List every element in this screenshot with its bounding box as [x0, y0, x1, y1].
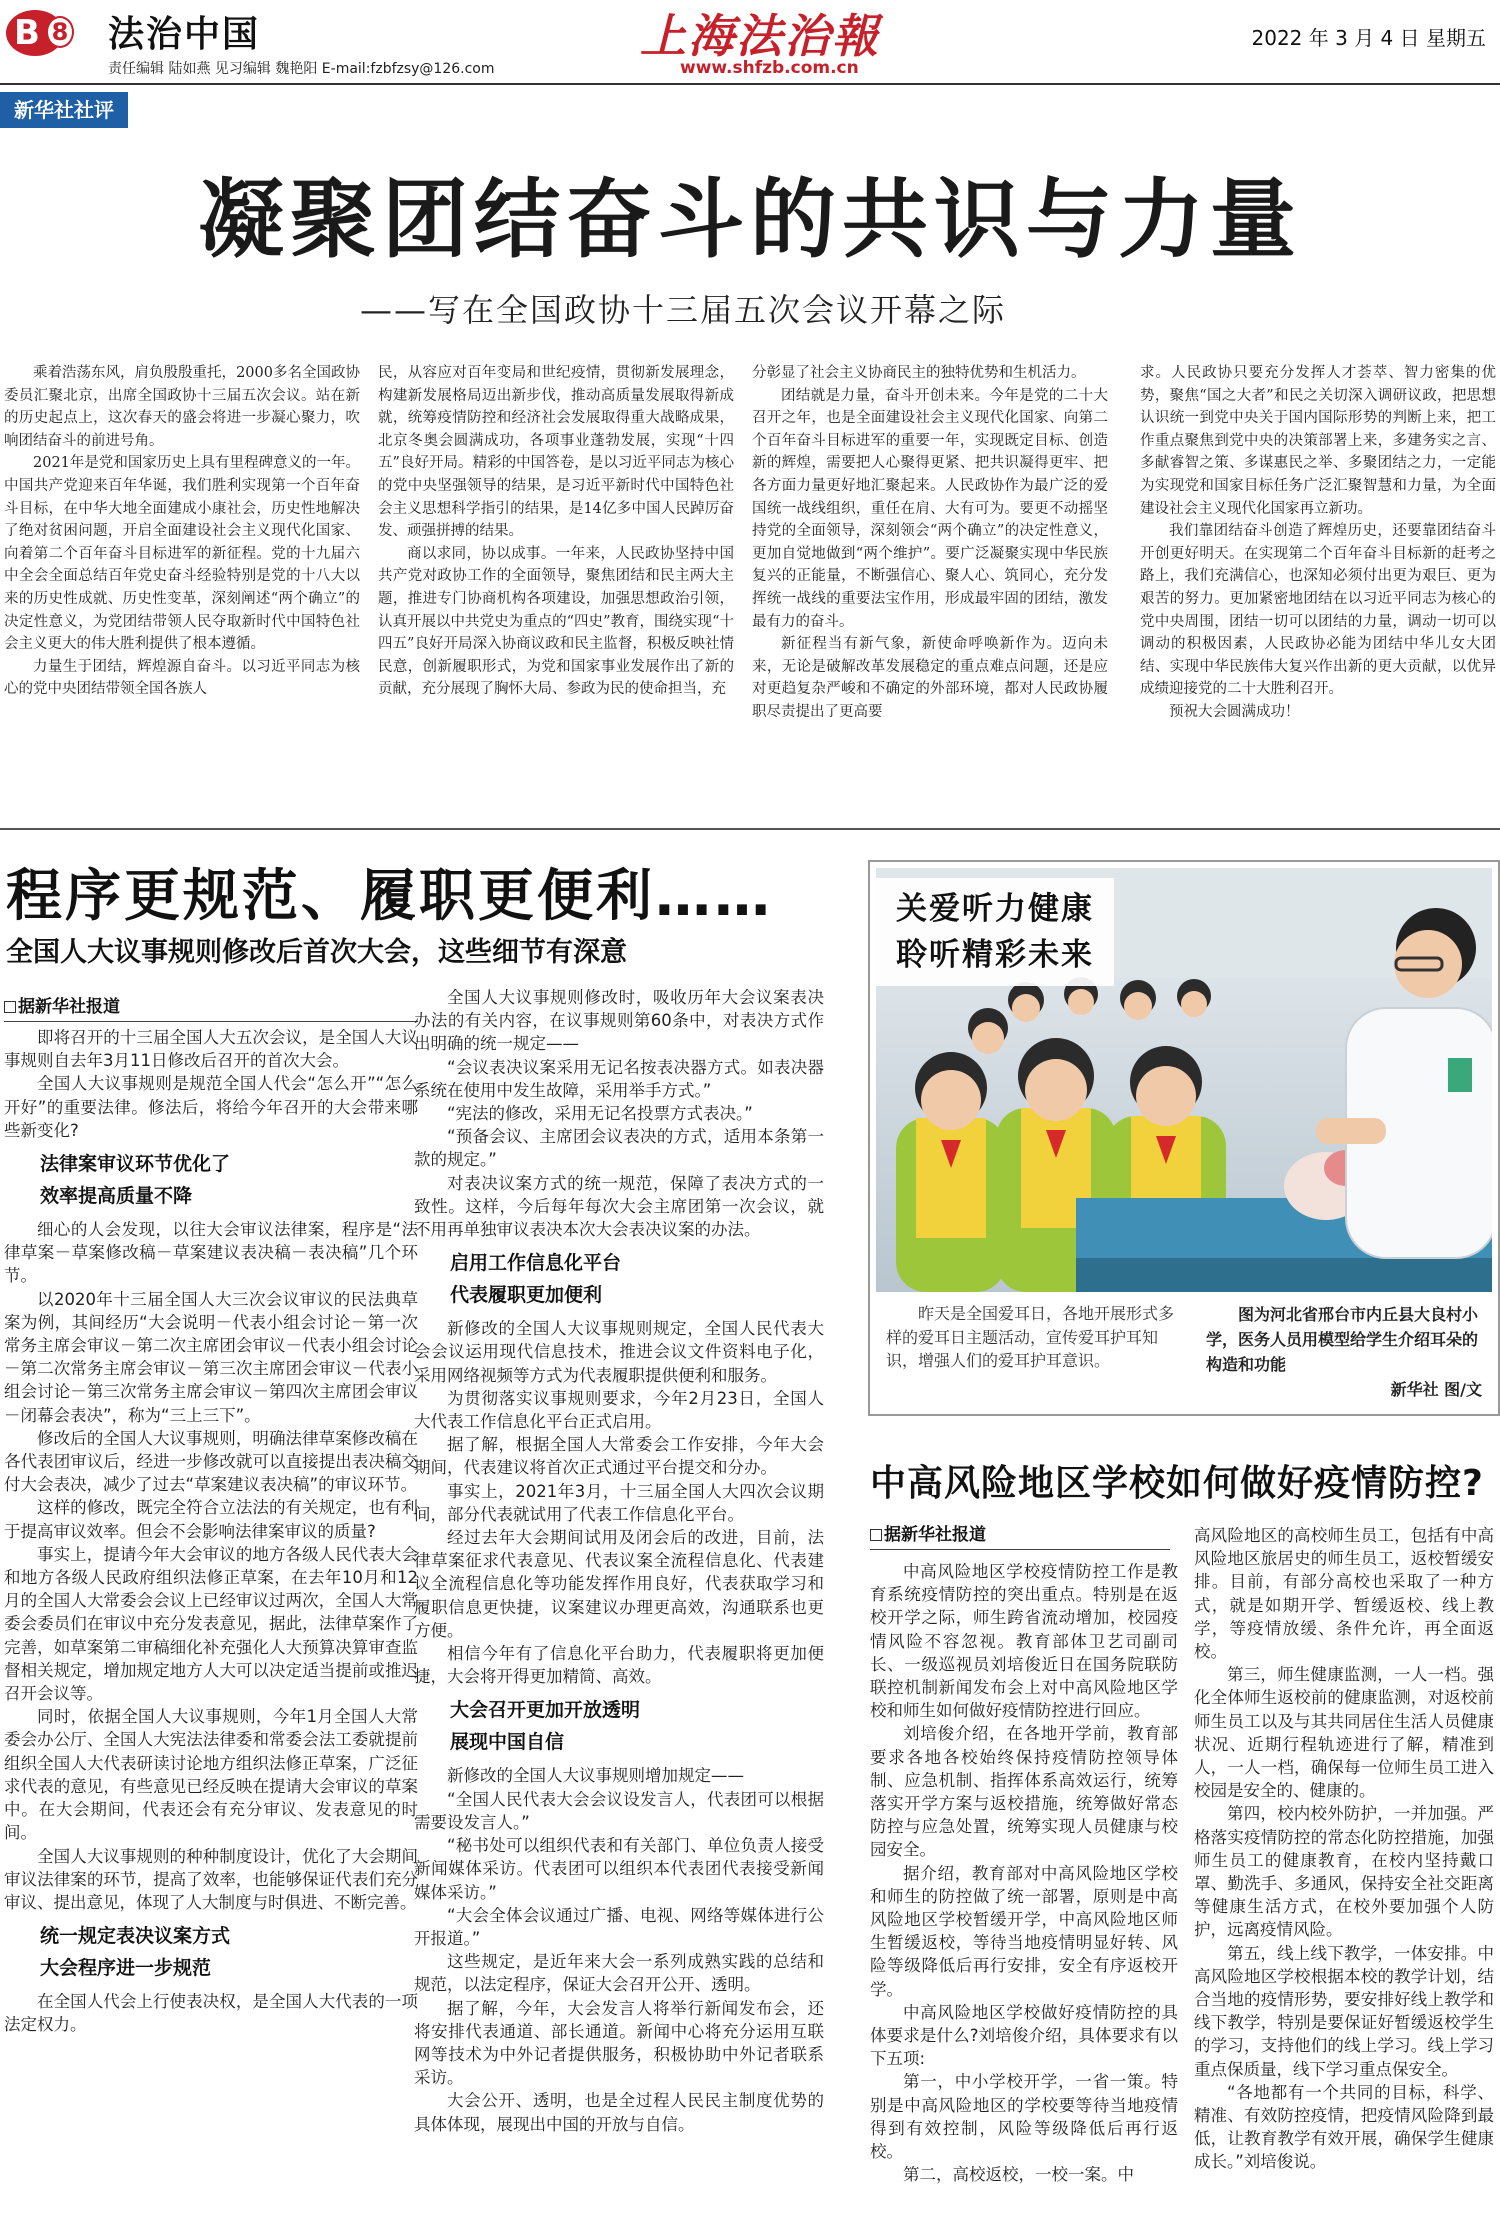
- article-paragraph: 在全国人代会上行使表决权，是全国人大代表的一项法定权力。: [4, 1992, 418, 2035]
- section-divider: [0, 828, 1500, 830]
- photo-caption-text: 图为河北省邢台市内丘县大良村小学，医务人员用模型给学生介绍耳朵的构造和功能: [1206, 1305, 1479, 1374]
- photo-tag-line-1: 关爱听力健康: [896, 891, 1094, 927]
- article-paragraph: 全国人大议事规则的种种制度设计，优化了大会期间审议法律案的环节，提高了效率，也能够保证代表们充分审议、提出意见，体现了人大制度与时俱进、不断完善。: [4, 1846, 418, 1912]
- article-paragraph: 全国人大议事规则是规范全国人代会“怎么开”“怎么开好”的重要法律。修法后，将给今年召开的大会带来哪些新变化?: [4, 1074, 418, 1140]
- article-paragraph: “各地都有一个共同的目标，科学、精准、有效防控疫情，把疫情风险降到最低，让教育教学有效开展，确保学生健康成长。”刘培俊说。: [1194, 2082, 1494, 2172]
- editorial-paragraph: 新征程当有新气象，新使命呼唤新作为。迈向未来，无论是破解改革发展稳定的重点难点问题，还是应对更趋复杂严峻和不确定的外部环境，都对人民政协履职尽责提出了更高要: [752, 636, 1108, 720]
- article-paragraph: 对表决议案方式的统一规范，保障了表决方式的一致性。这样，今后每年每次大会主席团第一次会议，就不用再单独审议表决本次大会表决议案的办法。: [414, 1173, 824, 1240]
- photo-tag-line-2: 聆听精彩未来: [896, 937, 1094, 973]
- editorial-paragraph: 力量生于团结，辉煌源自奋斗。以习近平同志为核心的党中央团结带领全国各族人: [4, 658, 360, 698]
- issue-date: 2022 年 3 月 4 日 星期五: [1251, 26, 1486, 50]
- lead-headline: 凝聚团结奋斗的共识与力量: [198, 170, 1302, 270]
- photo-caption: [1206, 1302, 1490, 1402]
- article-paragraph: 据介绍，教育部对中高风险地区学校和师生的防控做了统一部署，原则是中高风险地区学校暂缓开学，中高风险地区师生暂缓返校，等待当地疫情明显好转、风险等级降低后再行安排，安全有序返校开学。: [870, 1863, 1178, 1999]
- editorial-column-2: [378, 362, 734, 814]
- page-badge-letter: B: [6, 10, 64, 56]
- article-paragraph: 第四，校内校外防护，一并加强。严格落实疫情防控的常态化防控措施，加强师生员工的健康教育，在校内坚持戴口罩、勤洗手、多通风，保持安全社交距离等健康生活方式，在校外要加强个人防护，远离疫情风险。: [1194, 1804, 1494, 1940]
- article-paragraph: 这样的修改，既完全符合立法法的有关规定，也有利于提高审议效率。但会不会影响法律案审议的质量?: [4, 1498, 418, 1541]
- article-paragraph: 同时，依据全国人大议事规则，今年1月全国人大常委会办公厅、全国人大宪法法律委和常委会法工委就提前组织全国人大代表研读讨论地方组织法修正草案，广泛征求代表的意见，有些意见已经反映在提请大会审议的草案中。在大会期间，代表还会有充分审议、发表意见的时间。: [4, 1707, 418, 1843]
- editorial-paragraph: 求。人民政协只要充分发挥人才荟萃、智力密集的优势，聚焦“国之大者”和民之关切深入调研议政，把思想认识统一到党中央关于国内国际形势的判断上来，把工作重点聚焦到党中央的决策部署上来，多建务实之言、多献睿智之策、多谋惠民之举、多聚团结之力，一定能为实现党和国家目标任务广泛汇聚智慧和力量，为全面建设社会主义现代化国家再立新功。: [1140, 365, 1496, 517]
- page-badge-number: 8: [46, 16, 74, 48]
- article-paragraph: 以2020年十三届全国人大三次会议审议的民法典草案为例，其间经历“大会说明－代表小组会讨论－第一次常务主席会审议－第二次主席团会审议－代表小组会讨论－第二次常务主席会审议－第三次主席团会审议－代表小组会讨论－第三次常务主席会审议－第四次主席团会审议－闭幕会表决”，称为“三上三下”。: [4, 1289, 418, 1425]
- story2-column-1: [4, 1026, 418, 2226]
- article-subheading: 统一规定表决议案方式 大会程序进一步规范: [40, 1925, 231, 1980]
- article-paragraph: 大会公开、透明，也是全过程人民民主制度优势的具体体现，展现出中国的开放与自信。: [414, 2091, 824, 2134]
- photo-caption-intro: 昨天是全国爱耳日，各地开展形式多样的爱耳日主题活动，宣传爱耳护耳知识，增强人们的爱耳护耳意识。: [886, 1304, 1175, 1370]
- page-badge: [6, 4, 78, 56]
- byline-box-icon: [4, 1001, 16, 1013]
- article-paragraph: 中高风险地区学校做好疫情防控的具体要求是什么?刘培俊介绍，具体要求有以下五项:: [870, 2002, 1178, 2069]
- article-paragraph: “预备会议、主席团会议表决的方式，适用本条第一款的规定。”: [414, 1127, 824, 1170]
- article-paragraph: “秘书处可以组织代表和有关部门、单位负责人接受新闻媒体采访。代表团可以组织本代表团代表接受新闻媒体采访。”: [414, 1836, 824, 1902]
- article-paragraph: “大会全体会议通过广播、电视、网络等媒体进行公开报道。”: [414, 1905, 824, 1948]
- article-paragraph: 这些规定，是近年来大会一系列成熟实践的总结和规范，以法定程序，保证大会召开公开、透明。: [414, 1952, 824, 1995]
- editorial-paragraph: 民，从容应对百年变局和世纪疫情，贯彻新发展理念，构建新发展格局迈出新步伐，推动高质量发展取得新成就，统筹疫情防控和经济社会发展取得重大战略成果，北京冬奥会圆满成功，各项事业蓬勃发展，实现“十四五”良好开局。精彩的中国答卷，是以习近平同志为核心的党中央坚强领导的结果，是习近平新时代中国特色社会主义思想科学指引的结果，是14亿多中国人民踔厉奋发、顽强拼搏的结果。: [378, 365, 734, 540]
- byline-text: 据新华社报道: [884, 1525, 986, 1545]
- story3-column-2: [1194, 1524, 1494, 2226]
- story3-byline: [870, 1520, 1170, 1550]
- article-paragraph: 全国人大议事规则修改时，吸收历年大会议案表决办法的有关内容，在议事规则第60条中，对表决方式作出明确的统一规定——: [414, 988, 824, 1054]
- masthead: [0, 0, 1500, 84]
- editorial-column-4: [1140, 362, 1496, 814]
- column-tag: 新华社社评: [0, 92, 128, 128]
- section-name: 法治中国: [108, 14, 261, 55]
- article-paragraph: 据了解，根据全国人大常委会工作安排，今年大会期间，代表建议将首次正式通过平台提交和分办。: [414, 1435, 824, 1478]
- story2-subtitle: 全国人大议事规则修改后首次大会，这些细节有深意: [6, 937, 627, 968]
- article-paragraph: 相信今年有了信息化平台助力，代表履职将更加便捷，大会将开得更加精简、高效。: [414, 1644, 824, 1687]
- photo-feature: [868, 860, 1500, 1416]
- article-paragraph: 修改后的全国人大议事规则，明确法律草案修改稿在各代表团审议后，经进一步修改就可以直接提出表决稿交付大会表决，减少了过去“草案建议表决稿”的审议环节。: [4, 1428, 418, 1495]
- story2-headline: 程序更规范、履职更便利……: [6, 864, 773, 929]
- story2-byline: [4, 992, 418, 1022]
- article-paragraph: 中高风险地区学校疫情防控工作是教育系统疫情防控的突出重点。特别是在返校开学之际，师生跨省流动增加，校园疫情风险不容忽视。教育部体卫艺司副司长、一级巡视员刘培俊近日在国务院联防联控机制新闻发布会上对中高风险地区学校和师生如何做好疫情防控进行回应。: [870, 1562, 1178, 1721]
- editorial-paragraph: 商以求同，协以成事。一年来，人民政协坚持中国共产党对政协工作的全面领导，聚焦团结和民主两大主题，推进专门协商机构各项建设，加强思想政治引领，认真开展以中共党史为重点的“四史”教育，围绕实现“十四五”良好开局深入协商议政和民主监督，积极反映社情民意，创新履职形式，为党和国家事业发展作出了新的贡献，充分展现了胸怀大局、参政为民的使命担当，充: [378, 545, 734, 698]
- article-paragraph: 第五，线上线下教学，一体安排。中高风险地区学校根据本校的教学计划，结合当地的疫情形势，要安排好线上教学和线下教学，特别是要保证好暂缓返校学生的学习，支持他们的线上学习。线上学习重点保质量，线下学习重点保安全。: [1194, 1943, 1494, 2079]
- article-paragraph: “全国人民代表大会会议设发言人，代表团可以根据需要设发言人。”: [414, 1789, 824, 1832]
- article-subheading: 大会召开更加开放透明 展现中国自信: [450, 1699, 641, 1754]
- article-paragraph: 据了解，今年，大会发言人将举行新闻发布会，还将安排代表通道、部长通道。新闻中心将充分运用互联网等技术为中外记者提供服务，积极协助中外记者联系采访。: [414, 1998, 824, 2088]
- newspaper-url: www.shfzb.com.cn: [680, 58, 859, 78]
- story2-column-2: [414, 986, 824, 2226]
- article-paragraph: 新修改的全国人大议事规则增加规定——: [447, 1766, 744, 1786]
- article-paragraph: 刘培俊介绍，在各地开学前，教育部要求各地各校始终保持疫情防控领导体制、应急机制、指挥体系高效运行，统筹落实开学方案与返校措施，统筹做好常态防控与应急处置，统筹实现人员健康与校园安全。: [870, 1724, 1178, 1860]
- editor-credits: 责任编辑 陆如燕 见习编辑 魏艳阳 E-mail:fzbfzsy@126.com: [108, 61, 495, 77]
- article-paragraph: 新修改的全国人大议事规则规定，全国人民代表大会会议运用现代信息技术，推进会议文件资料电子化，采用网络视频等方式为代表履职提供便利和服务。: [414, 1319, 824, 1385]
- lead-subhead: ——写在全国政协十三届五次会议开幕之际: [360, 291, 1007, 329]
- newspaper-logo: 上海法治報: [640, 9, 880, 63]
- article-paragraph: 第一，中小学校开学，一省一策。特别是中高风险地区的学校要等待当地疫情得到有效控制，风险等级降低后再行返校。: [870, 2072, 1178, 2162]
- article-paragraph: 第二，高校返校，一校一案。中: [903, 2165, 1134, 2185]
- byline-box-icon: [870, 1529, 882, 1541]
- article-paragraph: 事实上，2021年3月，十三届全国人大四次会议期间，部分代表就试用了代表工作信息化平台。: [414, 1481, 824, 1524]
- article-paragraph: 细心的人会发现，以往大会审议法律案，程序是“法律草案－草案修改稿－草案建议表决稿－表决稿”几个环节。: [4, 1220, 418, 1286]
- editorial-paragraph: 2021年是党和国家历史上具有里程碑意义的一年。中国共产党迎来百年华诞，我们胜利实现第一个百年奋斗目标，在中华大地全面建成小康社会，历史性地解决了绝对贫困问题，开启全面建设社会主义现代化国家、向着第二个百年奋斗目标进军的新征程。党的十九届六中全会全面总结百年党史奋斗经验特别是党的十八大以来的历史性成就、历史性变革，深刻阐述“两个确立”的决定性意义，为党团结带领人民夺取新时代中国特色社会主义更大的伟大胜利提供了根本遵循。: [4, 455, 360, 653]
- photo-tag: [876, 878, 1114, 986]
- article-paragraph: “会议表决议案采用无记名按表决器方式。如表决器系统在使用中发生故障，采用举手方式。”: [414, 1057, 824, 1100]
- editorial-paragraph: 乘着浩荡东风，肩负殷殷重托，2000多名全国政协委员汇聚北京，出席全国政协十三届五次会议。站在新的历史起点上，这次春天的盛会将进一步凝心聚力，吹响团结奋斗的前进号角。: [4, 365, 360, 449]
- news-photo: [876, 868, 1492, 1292]
- article-paragraph: 即将召开的十三届全国人大五次会议，是全国人大议事规则自去年3月11日修改后召开的首次大会。: [4, 1028, 418, 1071]
- editorial-paragraph: 团结就是力量，奋斗开创未来。今年是党的二十大召开之年，也是全面建设社会主义现代化国家、向第二个百年奋斗目标进军的重要一年，实现既定目标、创造新的辉煌，需要把人心聚得更紧、把共识凝得更牢、把各方面力量更好地汇聚起来。人民政协作为最广泛的爱国统一战线组织，重任在肩、大有可为。要更不动摇坚持党的全面领导，深刻领会“两个确立”的决定性意义，更加自觉地做到“两个维护”。要广泛凝聚实现中华民族复兴的正能量，不断强信心、聚人心、筑同心，充分发挥统一战线的重要法宝作用，形成最牢固的团结，激发最有力的奋斗。: [752, 387, 1108, 630]
- story3-headline: 中高风险地区学校如何做好疫情防控?: [870, 1463, 1484, 1504]
- article-paragraph: 为贯彻落实议事规则要求，今年2月23日，全国人大代表工作信息化平台正式启用。: [414, 1388, 824, 1432]
- byline-text: 据新华社报道: [18, 997, 120, 1017]
- article-paragraph: “宪法的修改，采用无记名投票方式表决。”: [447, 1104, 753, 1124]
- editorial-paragraph: 预祝大会圆满成功！: [1169, 703, 1300, 720]
- editorial-paragraph: 我们靠团结奋斗创造了辉煌历史，还要靠团结奋斗开创更好明天。在实现第二个百年奋斗目标新的赶考之路上，我们充满信心，也深知必须付出更为艰巨、更为艰苦的努力。更加紧密地团结在以习近平同志为核心的党中央周围，团结一切可以团结的力量，调动一切可以调动的积极因素，人民政协必能为团结中华儿女大团结、实现中华民族伟大复兴作出新的更大贡献，以优异成绩迎接党的二十大胜利召开。: [1140, 523, 1496, 698]
- photo-credit: 新华社 图/文: [1390, 1380, 1482, 1399]
- article-subheading: 法律案审议环节优化了 效率提高质量不降: [40, 1153, 231, 1208]
- article-paragraph: 事实上，提请今年大会审议的地方各级人民代表大会和地方各级人民政府组织法修正草案，在去年10月和12月的全国人大常委会会议上已经审议过两次，全国人大常委会委员们在审议中充分发表意见，据此，法律草案作了完善，如草案第二审稿细化补充强化人大预算决算审查监督相关规定，增加规定地方人大可以决定适当提前或推迟召开会议等。: [4, 1544, 418, 1704]
- editorial-column-3: [752, 362, 1108, 814]
- article-subheading: 启用工作信息化平台 代表履职更加便利: [450, 1252, 622, 1307]
- article-paragraph: 经过去年大会期间试用及闭会后的改进，目前，法律草案征求代表意见、代表议案全流程信息化、代表建议全流程信息化等功能发挥作用良好，代表获取学习和履职信息更快捷，议案建议办理更高效，沟通联系也更方便。: [414, 1528, 824, 1640]
- article-paragraph: 高风险地区的高校师生员工，包括有中高风险地区旅居史的师生员工，返校暂缓安排。目前，有部分高校也采取了一种方式，就是如期开学、暂缓返校、线上教学，等疫情放缓、条件允许，再全面返校。: [1194, 1526, 1494, 1662]
- editorial-column-1: [4, 362, 360, 814]
- masthead-rule: [0, 83, 1500, 85]
- editorial-paragraph: 分彰显了社会主义协商民主的独特优势和生机活力。: [752, 365, 1086, 381]
- story3-column-1: [870, 1560, 1178, 2226]
- article-paragraph: 第三，师生健康监测，一人一档。强化全体师生返校前的健康监测，对返校前师生员工以及与其共同居住生活人员健康状况、近期行程轨迹进行了解，精准到人，一人一档，确保每一位师生员工进入校园是安全的、健康的。: [1194, 1665, 1494, 1801]
